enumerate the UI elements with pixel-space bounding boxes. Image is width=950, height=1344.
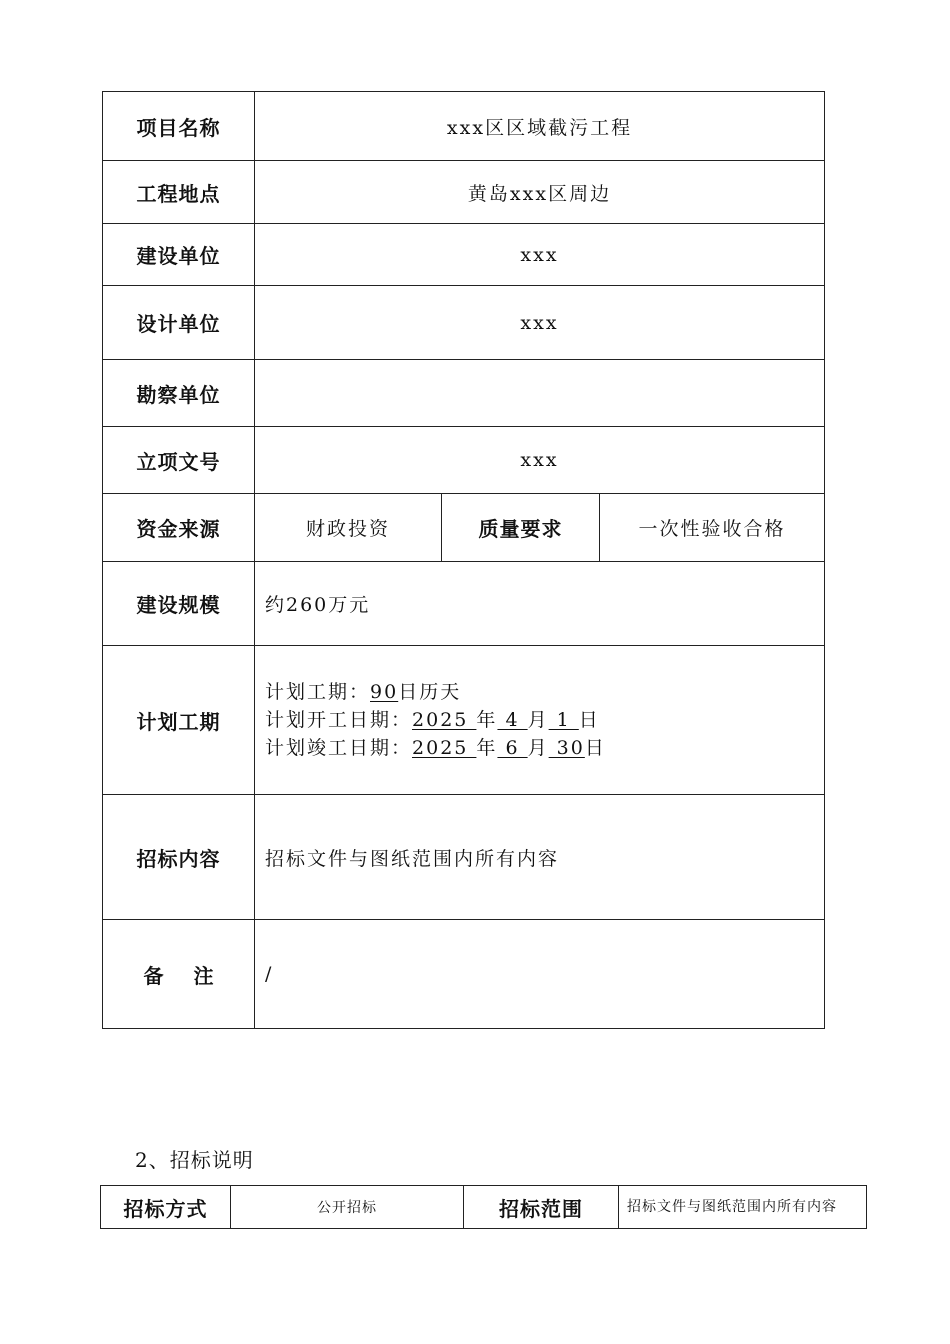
start-prefix: 计划开工日期： bbox=[265, 709, 413, 731]
label-remarks bbox=[103, 920, 255, 1029]
start-month: 4 bbox=[497, 709, 528, 731]
duration-value: 90 bbox=[370, 681, 399, 703]
row-location bbox=[103, 161, 825, 224]
value-content: 招标文件与图纸范围内所有内容 bbox=[255, 795, 825, 920]
start-month-char: 月 bbox=[527, 709, 549, 731]
label-content: 招标内容 bbox=[103, 795, 255, 920]
section-heading: 2、招标说明 bbox=[135, 1148, 254, 1172]
value-surveyor bbox=[255, 360, 825, 427]
value-tender-method: 公开招标 bbox=[231, 1186, 464, 1229]
row-project-name bbox=[103, 92, 825, 161]
row-designer bbox=[103, 286, 825, 360]
project-info-table bbox=[102, 91, 825, 1029]
start-year: 2025 bbox=[412, 709, 477, 731]
label-builder: 建设单位 bbox=[103, 224, 255, 286]
end-day: 30 bbox=[548, 737, 585, 759]
end-prefix: 计划竣工日期： bbox=[265, 737, 413, 759]
duration-suffix: 日历天 bbox=[398, 681, 462, 703]
label-schedule: 计划工期 bbox=[103, 646, 255, 795]
end-day-char: 日 bbox=[584, 737, 606, 759]
start-day: 1 bbox=[548, 709, 579, 731]
label-funding: 资金来源 bbox=[103, 494, 255, 562]
label-approval-no: 立项文号 bbox=[103, 427, 255, 494]
end-month-char: 月 bbox=[527, 737, 549, 759]
start-day-char: 日 bbox=[578, 709, 600, 731]
end-year-char: 年 bbox=[476, 737, 498, 759]
value-funding: 财政投资 bbox=[255, 494, 442, 562]
schedule-end-line bbox=[265, 734, 824, 762]
row-remarks bbox=[103, 920, 825, 1029]
row-funding bbox=[103, 494, 825, 562]
value-location: 黄岛xxx区周边 bbox=[255, 161, 825, 224]
end-year: 2025 bbox=[412, 737, 477, 759]
value-quality: 一次性验收合格 bbox=[600, 494, 825, 562]
label-quality: 质量要求 bbox=[442, 494, 600, 562]
label-location: 工程地点 bbox=[103, 161, 255, 224]
schedule-start-line bbox=[265, 706, 824, 734]
label-tender-method: 招标方式 bbox=[101, 1186, 231, 1229]
value-approval-no: xxx bbox=[255, 427, 825, 494]
value-designer: xxx bbox=[255, 286, 825, 360]
label-project-name: 项目名称 bbox=[103, 92, 255, 161]
tender-info-table bbox=[100, 1185, 867, 1229]
row-scale bbox=[103, 562, 825, 646]
row-surveyor bbox=[103, 360, 825, 427]
end-month: 6 bbox=[497, 737, 528, 759]
label-designer: 设计单位 bbox=[103, 286, 255, 360]
value-tender-scope: 招标文件与图纸范围内所有内容 bbox=[619, 1186, 867, 1229]
row-schedule bbox=[103, 646, 825, 795]
row-content bbox=[103, 795, 825, 920]
remarks-label-text: 备注 bbox=[143, 963, 244, 988]
row-approval-no bbox=[103, 427, 825, 494]
value-scale: 约260万元 bbox=[255, 562, 825, 646]
value-remarks: / bbox=[255, 920, 825, 1029]
label-tender-scope: 招标范围 bbox=[464, 1186, 619, 1229]
row-builder bbox=[103, 224, 825, 286]
value-project-name: xxx区区域截污工程 bbox=[255, 92, 825, 161]
duration-prefix: 计划工期： bbox=[265, 681, 371, 703]
start-year-char: 年 bbox=[476, 709, 498, 731]
schedule-duration-line bbox=[265, 678, 824, 706]
label-scale: 建设规模 bbox=[103, 562, 255, 646]
label-surveyor: 勘察单位 bbox=[103, 360, 255, 427]
value-schedule bbox=[255, 646, 825, 795]
value-builder: xxx bbox=[255, 224, 825, 286]
row-tender-method bbox=[101, 1186, 867, 1229]
